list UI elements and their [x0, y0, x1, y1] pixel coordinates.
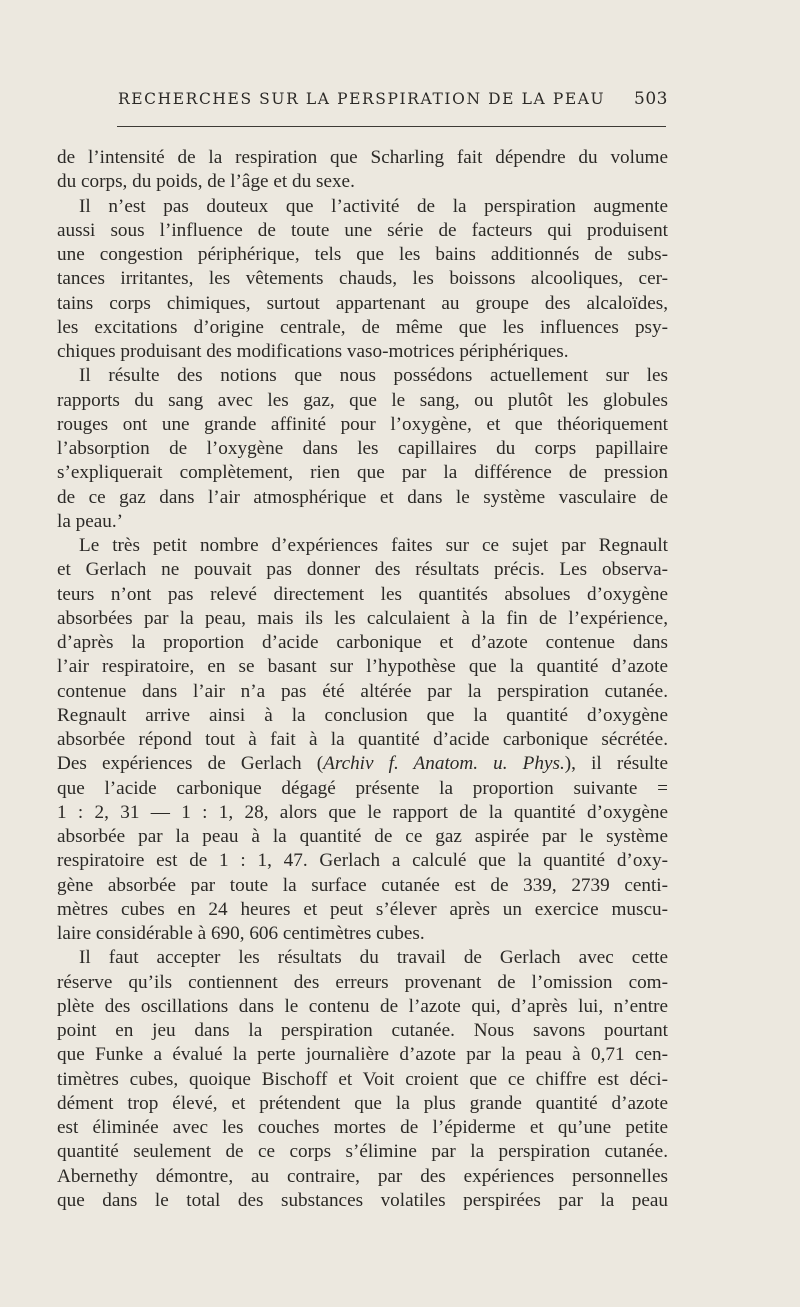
text-line: que Funke a évalué la perte journalière d’azote par la peau à 0,71 cen-: [57, 1044, 668, 1066]
text-line: que dans le total des substances volatiles perspirées par la peau: [57, 1189, 668, 1211]
text-line: quantité seulement de ce corps s’élimine par la perspiration cutanée.: [57, 1141, 668, 1163]
text-line: aussi sous l’influence de toute une série de facteurs qui produisent: [57, 219, 668, 241]
text-line: une congestion périphérique, tels que les bains additionnés de subs-: [57, 244, 668, 265]
text-line: l’absorption de l’oxygène dans les capillaires du corps papillaire: [57, 438, 668, 459]
paragraph: [57, 146, 668, 195]
text-line: d’après la proportion d’acide carbonique et d’azote contenue dans: [57, 632, 668, 653]
text-line: Il faut accepter les résultats du travail de Gerlach avec cette: [79, 947, 668, 969]
text-line: la peau.’: [57, 510, 124, 532]
text-line: que l’acide carbonique dégagé présente la proportion suivante =: [57, 777, 668, 799]
running-title: RECHERCHES SUR LA PERSPIRATION DE LA PEAU: [118, 90, 606, 108]
header-rule: [117, 126, 666, 127]
text-fragment: Des expériences de Gerlach (: [57, 753, 324, 775]
text-line: gène absorbée par toute la surface cutanée est de 339, 2739 centi-: [57, 874, 668, 896]
text-line: Abernethy démontre, au contraire, par des expériences personnelles: [57, 1165, 668, 1187]
text-line: rouges ont une grande affinité pour l’oxygène, et que théoriquement: [57, 413, 668, 435]
text-line: réserve qu’ils contiennent des erreurs provenant de l’omission com-: [57, 971, 668, 993]
text-line: Regnault arrive ainsi à la conclusion que la quantité d’oxygène: [57, 704, 668, 726]
text-line: absorbée par la peau à la quantité de ce gaz aspirée par le système: [57, 826, 668, 847]
text-line: absorbées par la peau, mais ils les calculaient à la fin de l’expérience,: [57, 607, 668, 629]
text-line: respiratoire est de 1 : 1, 47. Gerlach a calculé que la quantité d’oxy-: [57, 850, 668, 872]
paragraph: [57, 534, 668, 752]
text-line: tances irritantes, les vêtements chauds, les boissons alcooliques, cer-: [57, 268, 668, 290]
text-line: contenue dans l’air n’a pas été altérée par la perspiration cutanée.: [57, 680, 668, 702]
text-line: point en jeu dans la perspiration cutanée. Nous savons pourtant: [57, 1020, 668, 1041]
text-line: chiques produisant des modifications vaso-motrices périphériques.: [57, 341, 569, 362]
text-line: et Gerlach ne pouvait pas donner des résultats précis. Les observa-: [57, 559, 668, 581]
text-line-with-citation: [57, 752, 668, 776]
page-header: [118, 90, 668, 118]
text-line: du corps, du poids, de l’âge et du sexe.: [57, 171, 355, 193]
text-line: 1 : 2, 31 — 1 : 1, 28, alors que le rapport de la quantité d’oxygène: [57, 801, 668, 823]
body-text: [57, 146, 668, 1213]
text-line: Il résulte des notions que nous possédons actuellement sur les: [79, 365, 668, 387]
text-line: s’expliquerait complètement, rien que par la différence de pression: [57, 462, 668, 484]
text-line: timètres cubes, quoique Bischoff et Voit croient que ce chiffre est déci-: [57, 1068, 668, 1090]
text-line: les excitations d’origine centrale, de même que les influences psy-: [57, 316, 668, 338]
text-line: dément trop élevé, et prétendent que la plus grande quantité d’azote: [57, 1092, 668, 1114]
text-line: Le très petit nombre d’expériences faites sur ce sujet par Regnault: [79, 535, 668, 556]
text-line: tains corps chimiques, surtout appartenant au groupe des alcaloïdes,: [57, 292, 668, 314]
text-line: absorbée répond tout à fait à la quantité d’acide carbonique sécrétée.: [57, 729, 668, 750]
text-line: de ce gaz dans l’air atmosphérique et dans le système vasculaire de: [57, 486, 668, 508]
citation: Archiv f. Anatom. u. Phys.: [323, 753, 565, 775]
text-line: Il n’est pas douteux que l’activité de la perspiration augmente: [79, 195, 668, 217]
page-number: 503: [634, 89, 668, 109]
text-line: plète des oscillations dans le contenu de l’azote qui, d’après lui, n’entre: [57, 995, 668, 1017]
text-line: de l’intensité de la respiration que Scharling fait dépendre du volume: [57, 147, 668, 168]
paragraph: [57, 195, 668, 365]
text-fragment: ), il résulte: [564, 753, 668, 775]
text-line: est éliminée avec les couches mortes de l’épiderme et qu’une petite: [57, 1117, 668, 1138]
paragraph: [57, 364, 668, 534]
text-line: teurs n’ont pas relevé directement les quantités absolues d’oxygène: [57, 583, 668, 605]
text-line: mètres cubes en 24 heures et peut s’élever après un exercice muscu-: [57, 898, 668, 920]
text-line: laire considérable à 690, 606 centimètres cubes.: [57, 923, 425, 944]
text-line: l’air respiratoire, en se basant sur l’hypothèse que la quantité d’azote: [57, 656, 668, 678]
paragraph: [57, 752, 668, 946]
text-line: rapports du sang avec les gaz, que le sang, ou plutôt les globules: [57, 389, 668, 411]
paragraph: [57, 946, 668, 1213]
